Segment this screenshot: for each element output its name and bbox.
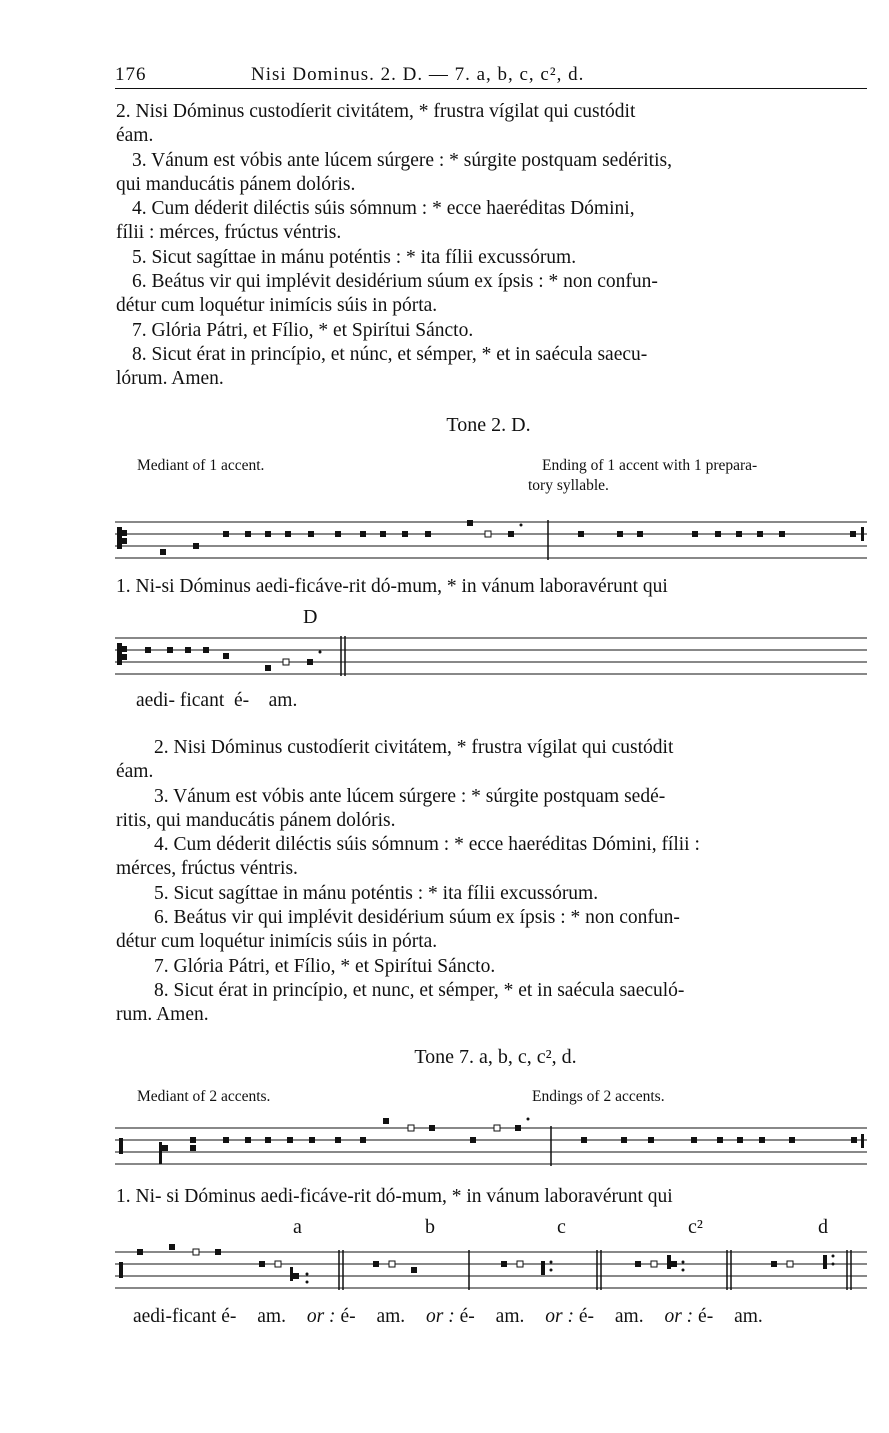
tone-2-ending-label-1: Ending of 1 accent with 1 prepara- <box>542 457 758 474</box>
lyric-segment: am. <box>376 1306 406 1327</box>
tone-7-termination-c: c <box>557 1216 566 1238</box>
verse-2-line-2: éam. <box>116 125 154 147</box>
verse-8-line-2: lórum. Amen. <box>116 368 224 390</box>
lyric-segment: am. <box>734 1306 763 1327</box>
verse-6-line-2: détur cum loquétur inimícis súis in pórta. <box>116 295 438 317</box>
verse-3b-line-2: ritis, qui manducátis pánem dolóris. <box>116 809 396 831</box>
lyric-segment: aedi-ficant é- <box>133 1306 237 1327</box>
lyric-or-label: or : <box>545 1306 574 1327</box>
lyric-segment: am. <box>257 1306 286 1327</box>
verses-block-2 <box>116 736 868 1028</box>
page-header <box>115 60 867 89</box>
tone-2-lyric-line-2: aedi- ficant é- am. <box>136 690 298 711</box>
tone-2-lyric-line-1: 1. Ni-si Dóminus aedi-ficáve-rit dó-mum, * in vánum laboravérunt qui <box>116 576 668 597</box>
verse-8-line-1: 8. Sicut érat in princípio, et núnc, et sémper, * et in saécula saecu- <box>132 343 648 365</box>
lyric-or-label: or : <box>426 1306 455 1327</box>
verse-3b-line-1: 3. Vánum est vóbis ante lúcem súrgere : * súrgite postquam sedé- <box>154 785 666 807</box>
verse-6b-line-2: détur cum loquétur inimícis súis in pórta. <box>116 931 438 953</box>
tone-7-mediant-label: Mediant of 2 accents. <box>137 1088 271 1105</box>
tone-7-title: Tone 7. a, b, c, c², d. <box>414 1046 577 1068</box>
tone-2-title: Tone 2. D. <box>446 414 531 436</box>
tone-7-ending-label: Endings of 2 accents. <box>532 1088 665 1105</box>
lyric-segment: am. <box>495 1306 525 1327</box>
verse-3-line-2: qui manducátis pánem dolóris. <box>116 173 356 195</box>
verse-4b-line-1: 4. Cum déderit diléctis súis sómnum : * ecce haeréditas Dómini, fílii : <box>154 834 700 856</box>
tone-2-staff-1 <box>115 512 867 572</box>
verse-7-line-1: 7. Glória Pátri, et Fílio, * et Spirítui Sáncto. <box>132 319 474 341</box>
verse-2-line-1: 2. Nisi Dóminus custodíerit civitátem, * frustra vígilat qui custódit <box>116 101 636 122</box>
lyric-or-label: or : <box>306 1306 336 1327</box>
running-title: Nisi Dominus. 2. D. — 7. a, b, c, c², d. <box>251 64 585 85</box>
tone-7-lyric-line-2 <box>133 1306 763 1328</box>
tone-7-staff-1 <box>115 1116 867 1180</box>
lyric-or-label: or : <box>664 1306 694 1327</box>
lyric-segment: é- <box>698 1306 714 1327</box>
verse-8b-line-1: 8. Sicut érat in princípio, et nunc, et sémper, * et in saécula saeculó- <box>154 979 685 1001</box>
tone-7-staff-2 <box>115 1240 867 1304</box>
verse-5-line-1: 5. Sicut sagíttae in mánu poténtis : * ita fílii excussórum. <box>132 246 577 268</box>
tone-7-lyric-line-1: 1. Ni- si Dóminus aedi-ficáve-rit dó-mum, * in vánum laboravérunt qui <box>116 1186 673 1207</box>
tone-7-termination-a: a <box>293 1216 302 1238</box>
verse-8b-line-2: rum. Amen. <box>116 1004 209 1026</box>
tone-7-termination-d: d <box>818 1216 828 1238</box>
verse-4-line-1: 4. Cum déderit diléctis súis sómnum : * ecce haeréditas Dómini, <box>132 198 635 220</box>
tone-2-staff-2 <box>115 628 867 688</box>
verse-2b-line-2: éam. <box>116 761 154 783</box>
tone-2-mediant-label: Mediant of 1 accent. <box>137 457 265 474</box>
verse-7b-line-1: 7. Glória Pátri, et Fílio, * et Spirítui Sáncto. <box>154 955 496 977</box>
lyric-segment: am. <box>614 1306 644 1327</box>
lyric-segment: é- <box>340 1306 356 1327</box>
lyric-segment: é- <box>578 1306 594 1327</box>
tone-2-termination-label: D <box>303 606 318 628</box>
tone-7-termination-b: b <box>425 1216 435 1238</box>
tone-7-termination-c2: c² <box>688 1216 703 1238</box>
verse-5b-line-1: 5. Sicut sagíttae in mánu poténtis : * ita fílii excussórum. <box>154 882 599 904</box>
tone-2-ending-label-2: tory syllable. <box>528 477 609 494</box>
lyric-segment: é- <box>459 1306 475 1327</box>
verse-6b-line-1: 6. Beátus vir qui implévit desidérium súum ex ípsis : * non confun- <box>154 907 680 929</box>
verse-4-line-2: fílii : mérces, frúctus véntris. <box>116 222 342 244</box>
verse-4b-line-2: mérces, frúctus véntris. <box>116 858 298 880</box>
verse-3-line-1: 3. Vánum est vóbis ante lúcem súrgere : * súrgite postquam sedéritis, <box>132 149 672 171</box>
verse-6-line-1: 6. Beátus vir qui implévit desidérium súum ex ípsis : * non confun- <box>132 271 658 293</box>
page-number: 176 <box>115 64 147 85</box>
verses-block-1 <box>116 100 868 392</box>
verse-2b-line-1: 2. Nisi Dóminus custodíerit civitátem, * frustra vígilat qui custódit <box>154 737 674 758</box>
